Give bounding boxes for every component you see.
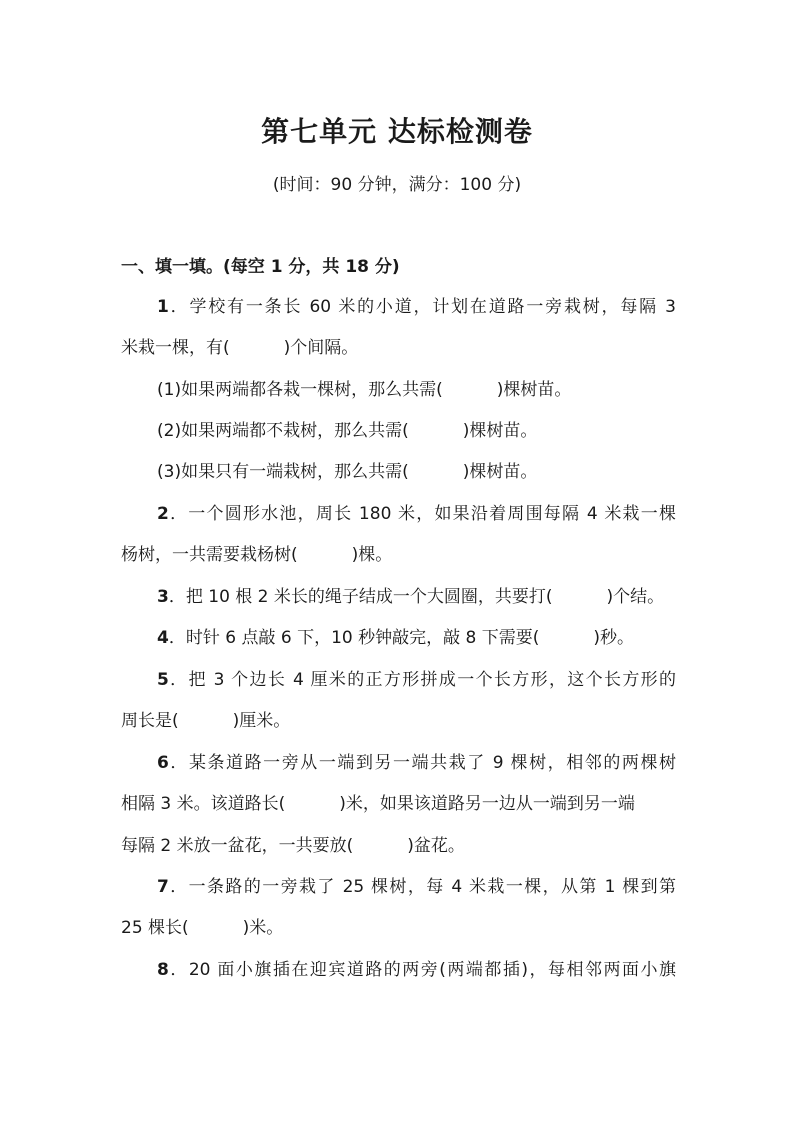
question-text: ．一条路的一旁栽了 25 棵树，每 4 米栽一棵，从第 1 棵到第 <box>168 877 676 897</box>
question-text: ．某条道路一旁从一端到另一端共栽了 9 棵树，相邻的两棵树 <box>168 753 676 773</box>
question-number: 8 <box>157 960 169 980</box>
question-number: 2 <box>157 504 169 524</box>
question-text: )厘米。 <box>232 711 291 731</box>
exam-info: (时间：90 分钟，满分：100 分) <box>272 175 522 195</box>
question-5-line-2 <box>121 710 676 732</box>
question-number: 6 <box>157 753 169 773</box>
question-text: )棵树苗。 <box>462 421 538 441</box>
question-text: )盆花。 <box>407 836 465 856</box>
question-text: )秒。 <box>593 628 635 648</box>
question-6-line-3 <box>121 835 676 857</box>
question-1-sub-2 <box>157 420 676 442</box>
question-text: (2)如果两端都不栽树，那么共需( <box>157 421 409 441</box>
question-text: )米。 <box>242 918 284 938</box>
question-text: 杨树，一共需要栽杨树( <box>121 545 298 565</box>
question-number: 1 <box>157 297 169 317</box>
question-text: 米栽一棵，有( <box>121 338 230 358</box>
question-text: ．20 面小旗插在迎宾道路的两旁(两端都插)，每相邻两面小旗 <box>168 960 676 980</box>
section-heading: 一、填一填。(每空 1 分，共 18 分) <box>121 257 400 277</box>
question-5-line-1 <box>157 669 676 691</box>
question-text: ．把 3 个边长 4 厘米的正方形拼成一个长方形，这个长方形的 <box>168 670 676 690</box>
question-4-line-1 <box>157 627 676 649</box>
question-1-sub-1 <box>157 379 676 401</box>
question-6-line-2 <box>121 793 676 815</box>
question-text: 每隔 2 米放一盆花，一共要放( <box>121 836 354 856</box>
question-2-line-2 <box>121 544 676 566</box>
question-number: 5 <box>157 670 169 690</box>
question-1-line-1 <box>157 296 676 318</box>
question-8-line-1 <box>157 959 676 981</box>
question-text: ．时针 6 点敲 6 下，10 秒钟敲完，敲 8 下需要( <box>168 628 540 648</box>
question-text: 周长是( <box>121 711 179 731</box>
question-1-sub-3 <box>157 461 676 483</box>
question-number: 7 <box>157 877 169 897</box>
question-text: )棵树苗。 <box>462 462 538 482</box>
question-text: )棵树苗。 <box>496 380 572 400</box>
question-text: (1)如果两端都各栽一棵树，那么共需( <box>157 380 443 400</box>
question-number: 4 <box>157 628 169 648</box>
question-3-line-1 <box>157 586 676 608</box>
question-text: ．学校有一条长 60 米的小道，计划在道路一旁栽树，每隔 3 <box>168 297 676 317</box>
question-text: )个间隔。 <box>283 338 359 358</box>
question-6-line-1 <box>157 752 676 774</box>
question-text: 相隔 3 米。该道路长( <box>121 794 286 814</box>
question-text: )米，如果该道路另一边从一端到另一端 <box>339 794 635 814</box>
question-number: 3 <box>157 587 169 607</box>
question-text: (3)如果只有一端栽树，那么共需( <box>157 462 409 482</box>
page-title: 第七单元 达标检测卷 <box>261 115 533 148</box>
question-7-line-1 <box>157 876 676 898</box>
question-text: ．一个圆形水池，周长 180 米，如果沿着周围每隔 4 米栽一棵 <box>168 504 676 524</box>
question-1-line-2 <box>121 337 676 359</box>
question-text: )个结。 <box>606 587 665 607</box>
question-text: )棵。 <box>351 545 393 565</box>
question-text: 25 棵长( <box>121 918 189 938</box>
question-2-line-1 <box>157 503 676 525</box>
question-7-line-2 <box>121 917 676 939</box>
question-text: ．把 10 根 2 米长的绳子结成一个大圆圈，共要打( <box>168 587 553 607</box>
